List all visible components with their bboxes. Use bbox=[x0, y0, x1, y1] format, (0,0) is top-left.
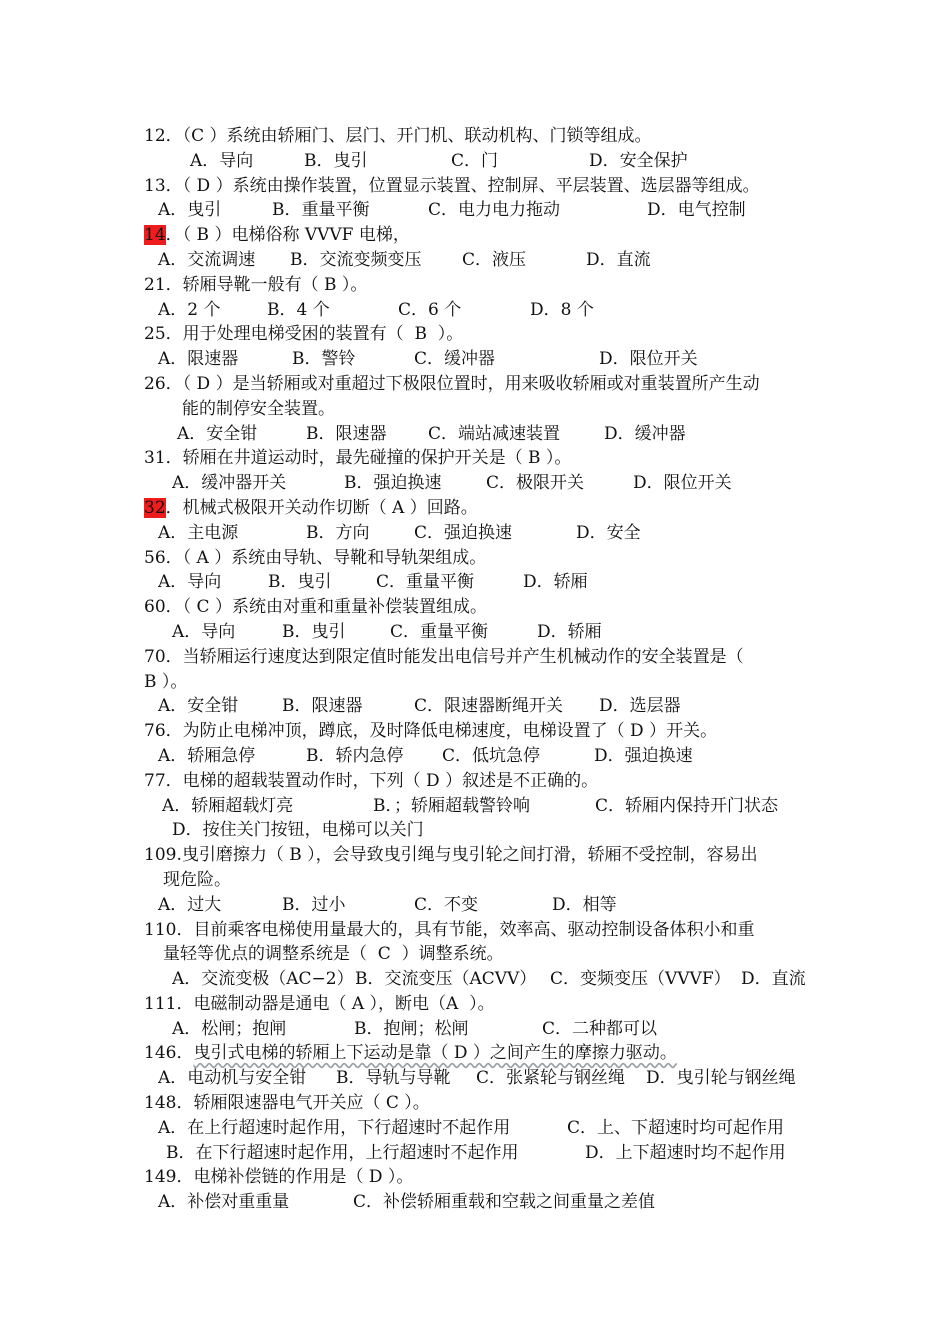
stem-text: 25．用于处理电梯受困的装置有（ B ）。 bbox=[144, 324, 464, 345]
option-b: B．限速器 bbox=[306, 423, 387, 444]
stem-text: 21．轿厢导靴一般有（ B ）。 bbox=[144, 274, 368, 295]
option-c: C．缓冲器 bbox=[414, 349, 496, 370]
stem-text: 77．电梯的超载装置动作时，下列（ D ）叙述是不正确的。 bbox=[144, 770, 599, 791]
stem-text: 13．（ D ）系统由操作装置，位置显示装置、控制屏、平层装置、选层器等组成。 bbox=[144, 175, 760, 196]
question-stem bbox=[144, 1165, 812, 1190]
stem-text: 31．轿厢在井道运动时，最先碰撞的保护开关是（ B ）。 bbox=[144, 448, 572, 469]
option-b: B．警铃 bbox=[292, 349, 356, 370]
option-c: C．限速器断绳开关 bbox=[414, 696, 564, 717]
option-b: B．曳引 bbox=[282, 621, 346, 642]
question-stem bbox=[144, 446, 812, 471]
option-d: D．安全保护 bbox=[589, 150, 688, 171]
option-a: A．2 个 bbox=[158, 299, 221, 320]
question-stem bbox=[144, 124, 812, 149]
option-row bbox=[144, 298, 812, 323]
question-stem-continued bbox=[144, 397, 812, 422]
question-stem bbox=[144, 769, 812, 794]
stem-text-spellcheck-underlined: 曳引式电梯的轿厢上下运动是靠（ D ）之间产生的摩擦力驱动。 bbox=[193, 1043, 677, 1064]
option-row bbox=[144, 893, 812, 918]
stem-prefix: 146． bbox=[144, 1043, 194, 1064]
question-number-highlighted: 32 bbox=[144, 497, 166, 518]
option-b: B．抱闸；松闸 bbox=[354, 1018, 469, 1039]
question-stem-continued bbox=[144, 670, 812, 695]
option-b: B．过小 bbox=[282, 894, 346, 915]
option-a: A．导向 bbox=[190, 150, 254, 171]
option-b: B．曳引 bbox=[304, 150, 368, 171]
option-d: D．限位开关 bbox=[599, 349, 698, 370]
option-row bbox=[144, 198, 812, 223]
stem-text: 111．电磁制动器是通电（ A ），断电（A ）。 bbox=[144, 993, 495, 1014]
option-row bbox=[144, 422, 812, 447]
option-a: A．在上行超速时起作用，下行超速时不起作用 bbox=[158, 1117, 511, 1138]
option-row bbox=[144, 744, 812, 769]
stem-text: 12．（C ）系统由轿厢门、层门、开门机、联动机构、门锁等组成。 bbox=[144, 126, 652, 146]
stem-text: ．（ B ）电梯俗称 VVVF 电梯， bbox=[165, 225, 410, 246]
option-row bbox=[144, 1141, 812, 1166]
option-row bbox=[144, 347, 812, 372]
option-d: D．8 个 bbox=[530, 299, 594, 320]
option-d: D．曳引轮与钢丝绳 bbox=[646, 1068, 796, 1089]
option-row bbox=[144, 1066, 812, 1091]
option-b: B．方向 bbox=[306, 522, 370, 543]
option-a: A．安全钳 bbox=[177, 423, 258, 444]
option-d: D．强迫换速 bbox=[594, 745, 693, 766]
option-b: B．重量平衡 bbox=[272, 200, 370, 221]
option-c: C．变频变压（VVVF） bbox=[550, 969, 731, 990]
option-c: C．门 bbox=[451, 150, 499, 171]
stem-text: 70．当轿厢运行速度达到限定值时能发出电信号并产生机械动作的安全装置是（ bbox=[144, 646, 744, 667]
question-stem bbox=[144, 322, 812, 347]
option-b: B．限速器 bbox=[282, 696, 363, 717]
stem-text: 26．（ D ）是当轿厢或对重超过下极限位置时，用来吸收轿厢或对重装置所产生动 bbox=[144, 373, 760, 394]
question-stem bbox=[144, 273, 812, 298]
question-number-highlighted: 14 bbox=[144, 225, 166, 246]
question-stem bbox=[144, 496, 812, 521]
option-row bbox=[144, 248, 812, 273]
option-a: A．交流变极（AC−2） bbox=[172, 969, 354, 990]
option-row bbox=[144, 967, 812, 992]
option-a: A．交流调速 bbox=[158, 249, 256, 270]
stem-text: 148．轿厢限速器电气开关应（ C ）。 bbox=[144, 1093, 430, 1114]
question-stem-continued bbox=[144, 942, 812, 967]
option-c: C．不变 bbox=[414, 894, 479, 915]
option-c: C．电力电力拖动 bbox=[428, 200, 561, 221]
option-a: A．导向 bbox=[158, 572, 222, 593]
option-row bbox=[144, 1116, 812, 1141]
option-row bbox=[144, 521, 812, 546]
stem-text: ．机械式极限开关动作切断（ A ）回路。 bbox=[165, 497, 478, 518]
option-d: D．轿厢 bbox=[537, 621, 602, 642]
option-b: B．交流变压（ACVV） bbox=[355, 969, 537, 990]
option-c: C．极限开关 bbox=[486, 473, 585, 494]
option-a: A．导向 bbox=[172, 621, 236, 642]
option-row bbox=[144, 149, 812, 174]
option-b: B．交流变频变压 bbox=[290, 249, 422, 270]
option-d: D．安全 bbox=[576, 522, 641, 543]
stem-text: 60．（ C ）系统由对重和重量补偿装置组成。 bbox=[144, 597, 487, 618]
stem-text: 149．电梯补偿链的作用是（ D ）。 bbox=[144, 1167, 414, 1188]
question-stem bbox=[144, 992, 812, 1017]
option-a: A．主电源 bbox=[158, 522, 239, 543]
option-a: A．电动机与安全钳 bbox=[158, 1068, 307, 1089]
question-stem bbox=[144, 1091, 812, 1116]
option-a: A．轿厢急停 bbox=[158, 745, 256, 766]
option-b: B．曳引 bbox=[268, 572, 332, 593]
option-b: B．在下行超速时起作用，上行超速时不起作用 bbox=[166, 1142, 519, 1163]
option-b: B．强迫换速 bbox=[344, 473, 442, 494]
option-c: C．低坑急停 bbox=[442, 745, 541, 766]
stem-text: 能的制停安全装置。 bbox=[182, 398, 335, 419]
question-stem bbox=[144, 918, 812, 943]
option-row bbox=[144, 794, 812, 819]
stem-text: 110．目前乘客电梯使用量最大的，具有节能，效率高、驱动控制设备体积小和重 bbox=[144, 919, 755, 940]
option-d: D．缓冲器 bbox=[604, 423, 686, 444]
option-a: A．松闸；抱闸 bbox=[172, 1018, 287, 1039]
option-row bbox=[144, 818, 812, 843]
option-d: D．上下超速时均不起作用 bbox=[585, 1142, 786, 1163]
option-d: D．相等 bbox=[552, 894, 617, 915]
option-d: D．选层器 bbox=[599, 696, 681, 717]
option-c: C．6 个 bbox=[398, 299, 462, 320]
option-d: D．限位开关 bbox=[633, 473, 732, 494]
option-a: A．补偿对重重量 bbox=[158, 1192, 290, 1213]
option-row bbox=[144, 471, 812, 496]
option-b: B．导轨与导靴 bbox=[336, 1068, 451, 1089]
option-c: C．液压 bbox=[462, 249, 527, 270]
stem-text: 量轻等优点的调整系统是（ C ）调整系统。 bbox=[163, 944, 504, 965]
question-stem bbox=[144, 719, 812, 744]
option-a: A．轿厢超载灯亮 bbox=[162, 795, 294, 816]
option-c: C．重量平衡 bbox=[390, 621, 489, 642]
option-c: C．强迫换速 bbox=[414, 522, 513, 543]
option-d: D．轿厢 bbox=[523, 572, 588, 593]
option-a: A．限速器 bbox=[158, 349, 239, 370]
question-stem bbox=[144, 546, 812, 571]
option-row bbox=[144, 1190, 812, 1215]
option-a: A．曳引 bbox=[158, 200, 222, 221]
option-row bbox=[144, 694, 812, 719]
stem-text: 76．为防止电梯冲顶，蹲底，及时降低电梯速度，电梯设置了（ D ）开关。 bbox=[144, 721, 718, 742]
stem-text: 109.曳引磨擦力（ B ），会导致曳引绳与曳引轮之间打滑，轿厢不受控制，容易出 bbox=[144, 845, 758, 866]
option-d: D．电气控制 bbox=[647, 200, 746, 221]
option-c: C．轿厢内保持开门状态 bbox=[595, 795, 779, 816]
option-row bbox=[144, 620, 812, 645]
question-stem bbox=[144, 372, 812, 397]
option-row bbox=[144, 1017, 812, 1042]
question-stem bbox=[144, 595, 812, 620]
option-a: A．过大 bbox=[158, 894, 222, 915]
option-d: D．直流 bbox=[741, 969, 806, 990]
option-d: D．直流 bbox=[586, 249, 651, 270]
option-b: B．轿内急停 bbox=[306, 745, 404, 766]
option-c: C．端站减速装置 bbox=[428, 423, 561, 444]
option-c: C．上、下超速时均可起作用 bbox=[567, 1117, 785, 1138]
option-row bbox=[144, 570, 812, 595]
option-c: C．二种都可以 bbox=[542, 1018, 658, 1039]
option-c: C．张紧轮与钢丝绳 bbox=[476, 1068, 626, 1089]
stem-text: B ）。 bbox=[144, 671, 188, 692]
option-b: B．；轿厢超载警铃响 bbox=[373, 795, 530, 816]
question-stem bbox=[144, 223, 812, 248]
option-c: C．补偿轿厢重载和空载之间重量之差值 bbox=[353, 1192, 656, 1213]
question-stem bbox=[144, 174, 812, 199]
question-list bbox=[144, 124, 812, 1215]
option-d: D．按住关门按钮，电梯可以关门 bbox=[172, 820, 424, 841]
option-b: B．4 个 bbox=[267, 299, 330, 320]
stem-text: 56．（ A ）系统由导轨、导靴和导轨架组成。 bbox=[144, 547, 487, 568]
question-stem bbox=[144, 645, 812, 670]
question-stem bbox=[144, 843, 812, 868]
question-stem-continued bbox=[144, 868, 812, 893]
question-stem bbox=[144, 1041, 812, 1066]
option-a: A．缓冲器开关 bbox=[172, 473, 287, 494]
option-c: C．重量平衡 bbox=[376, 572, 475, 593]
stem-text: 现危险。 bbox=[163, 869, 231, 890]
option-a: A．安全钳 bbox=[158, 696, 239, 717]
